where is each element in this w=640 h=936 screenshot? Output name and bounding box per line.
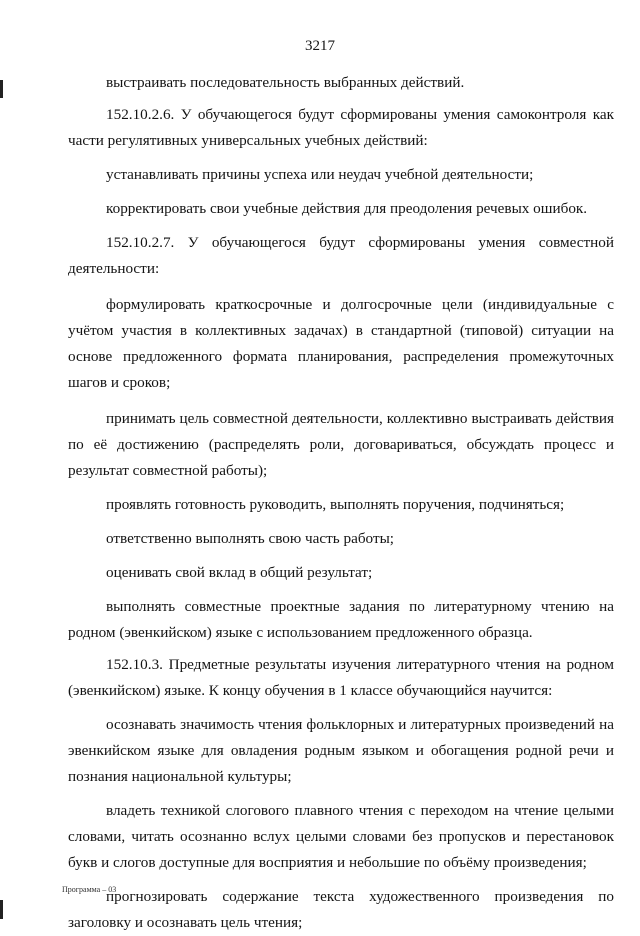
- scan-edge-mark: [0, 80, 3, 98]
- paragraph: устанавливать причины успеха или неудач учебной деятельности;: [106, 166, 534, 183]
- paragraph: 152.10.2.6. У обучающегося будут сформированы умения самоконтроля как части регулятивных универсальных учебных действий:: [68, 106, 614, 149]
- paragraph: 152.10.3. Предметные результаты изучения литературного чтения на родном (эвенкийском) языке. К концу обучения в 1 классе обучающийся научится:: [68, 656, 614, 699]
- paragraph: ответственно выполнять свою часть работы;: [106, 530, 395, 547]
- footer-label: Программа – 03: [62, 885, 117, 894]
- document-body: [68, 70, 614, 936]
- paragraph: оценивать свой вклад в общий результат;: [106, 564, 373, 581]
- paragraph: прогнозировать содержание текста художественного произведения по заголовку и осознавать цель чтения;: [68, 888, 614, 931]
- paragraph: формулировать краткосрочные и долгосрочные цели (индивидуальные с учётом участия в коллективных задачах) в стандартной (типовой) ситуации на основе предложенного формата планирования, распределения промежуточных шагов и сроков;: [68, 296, 614, 391]
- paragraph: владеть техникой слогового плавного чтения с переходом на чтение целыми словами, читать осознанно вслух целыми словами без пропусков и перестановок букв и слогов доступные для восприятия и небольшие по объёму произведения;: [68, 802, 614, 871]
- paragraph: принимать цель совместной деятельности, коллективно выстраивать действия по её достижению (распределять роли, договариваться, обсуждать процесс и результат совместной работы);: [68, 410, 614, 479]
- paragraph: корректировать свои учебные действия для преодоления речевых ошибок.: [106, 200, 588, 217]
- paragraph: 152.10.2.7. У обучающегося будут сформированы умения совместной деятельности:: [68, 234, 614, 277]
- paragraph: выполнять совместные проектные задания по литературному чтению на родном (эвенкийском) языке с использованием предложенного образца.: [68, 598, 614, 641]
- paragraph: проявлять готовность руководить, выполнять поручения, подчиняться;: [106, 496, 565, 513]
- scan-edge-mark: [0, 900, 3, 919]
- paragraph: выстраивать последовательность выбранных действий.: [106, 74, 465, 91]
- page-number: 3217: [305, 38, 335, 54]
- paragraph: осознавать значимость чтения фольклорных и литературных произведений на эвенкийском языке для овладения родным языком и обогащения родной речи и познания национальной культуры;: [68, 716, 614, 785]
